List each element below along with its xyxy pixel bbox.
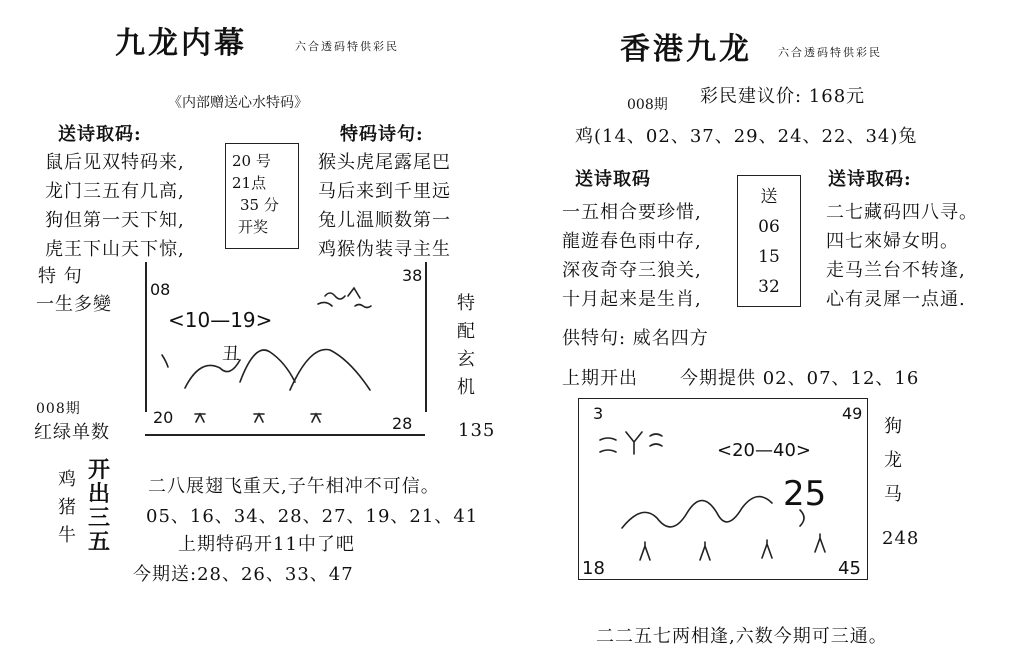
rooster-line: 鸡(14、02、37、29、24、22、34)兔 — [575, 126, 918, 147]
left-side-number: 135 — [458, 420, 496, 441]
left-poem-header: 送诗取码: — [58, 124, 142, 145]
poem-line: 二七藏码四八寻。 — [826, 202, 978, 223]
open-char: 出 — [88, 481, 111, 507]
hand-number-tl: 08 — [150, 280, 171, 299]
left-gift-title: 《内部赠送心水特码》 — [168, 95, 308, 111]
left-subtitle: 六合透码特供彩民 — [295, 40, 399, 53]
hand-number-br: 45 — [838, 558, 861, 579]
hand-number-tl: 3 — [593, 404, 604, 423]
zodiac-char: 牛 — [58, 525, 77, 546]
left-numbers: 05、16、34、28、27、19、21、41 — [146, 506, 479, 527]
side-char: 马 — [884, 484, 903, 505]
gift-line: 06 — [758, 217, 780, 237]
poem-line: 深夜奇夺三狼关, — [562, 260, 702, 281]
right-poem-header-right: 送诗取码: — [828, 169, 912, 190]
right-today-provide: 今期提供 02、07、12、16 — [680, 368, 920, 389]
right-side-chars — [884, 410, 903, 512]
hand-number-tr: 49 — [842, 404, 863, 423]
right-period: 008期 — [627, 97, 668, 113]
side-char: 狗 — [884, 416, 903, 437]
gift-line: 32 — [758, 277, 780, 297]
left-poem-line: 龙门三五有几高, — [45, 181, 185, 202]
zodiac-char: 猪 — [58, 497, 77, 518]
side-char: 特 — [457, 293, 476, 314]
open-char: 开 — [88, 457, 111, 483]
side-char: 玄 — [457, 349, 476, 370]
special-label: 特 句 — [38, 266, 83, 287]
draw-time-line: 21点 — [232, 174, 267, 192]
side-char: 龙 — [884, 450, 903, 471]
left-verse: 二八展翅飞重天,子午相冲不可信。 — [148, 476, 440, 497]
right-special: 供特句: 威名四方 — [562, 328, 709, 349]
poem-line: 一五相合要珍惜, — [562, 202, 702, 223]
left-poem-line: 虎王下山天下惊, — [45, 239, 185, 260]
gift-line: 送 — [760, 187, 778, 207]
right-footer: 二二五七两相逢,六数今期可三通。 — [596, 626, 888, 647]
right-poem-line: 鸡猴伪装寻主生 — [318, 239, 451, 260]
side-char: 配 — [457, 321, 476, 342]
right-price: 彩民建议价: 168元 — [700, 86, 866, 107]
left-poem-line: 狗但第一天下知, — [45, 210, 185, 231]
side-char: 机 — [457, 377, 476, 398]
hand-zodiac: 丑 — [222, 344, 240, 365]
poem-line: 四七來婦女明。 — [826, 231, 959, 252]
draw-time-line: 开奖 — [238, 218, 269, 236]
special-phrase: 一生多變 — [36, 294, 112, 315]
right-last-open: 上期开出 — [562, 368, 638, 389]
right-subtitle: 六合透码特供彩民 — [778, 46, 882, 59]
left-title: 九龙内幕 — [115, 26, 247, 61]
left-last: 上期特码开11中了吧 — [178, 534, 355, 555]
hand-range: <20—40> — [717, 440, 811, 461]
open-char: 五 — [88, 529, 111, 555]
right-poem-line: 马后来到千里远 — [318, 181, 451, 202]
right-poem-line: 猴头虎尾露尾巴 — [318, 152, 451, 173]
hand-number-bl: 18 — [582, 558, 605, 579]
right-side-number: 248 — [882, 528, 920, 549]
poem-line: 走马兰台不转逢, — [826, 260, 966, 281]
left-today: 今期送:28、26、33、47 — [133, 564, 354, 585]
hand-number-b5: 28 — [392, 414, 413, 433]
right-title: 香港九龙 — [620, 32, 752, 67]
left-poem-line: 鼠后见双特码来, — [45, 152, 185, 173]
hand-range: <10—19> — [168, 308, 273, 332]
zodiac-char: 鸡 — [58, 469, 77, 490]
hand-number-mid: 25 — [783, 474, 827, 514]
left-period: 008期 — [36, 401, 81, 417]
draw-time-line: 20 号 — [232, 152, 271, 170]
poem-line: 龍遊春色雨中存, — [562, 231, 702, 252]
open-char: 三 — [88, 505, 111, 531]
right-poem-header-left: 送诗取码 — [575, 169, 651, 190]
hand-number-tr: 38 — [402, 266, 423, 285]
gift-line: 15 — [758, 247, 780, 267]
poem-line: 心有灵犀一点通. — [826, 289, 966, 310]
hand-number-b1: 20 — [153, 408, 174, 427]
poem-line: 十月起来是生肖, — [562, 289, 702, 310]
right-poem-line: 兔儿温顺数第一 — [318, 210, 451, 231]
red-green-label: 红绿单数 — [34, 422, 110, 443]
draw-time-line: 35 分 — [240, 196, 279, 214]
right-poem-header: 特码诗句: — [340, 124, 424, 145]
